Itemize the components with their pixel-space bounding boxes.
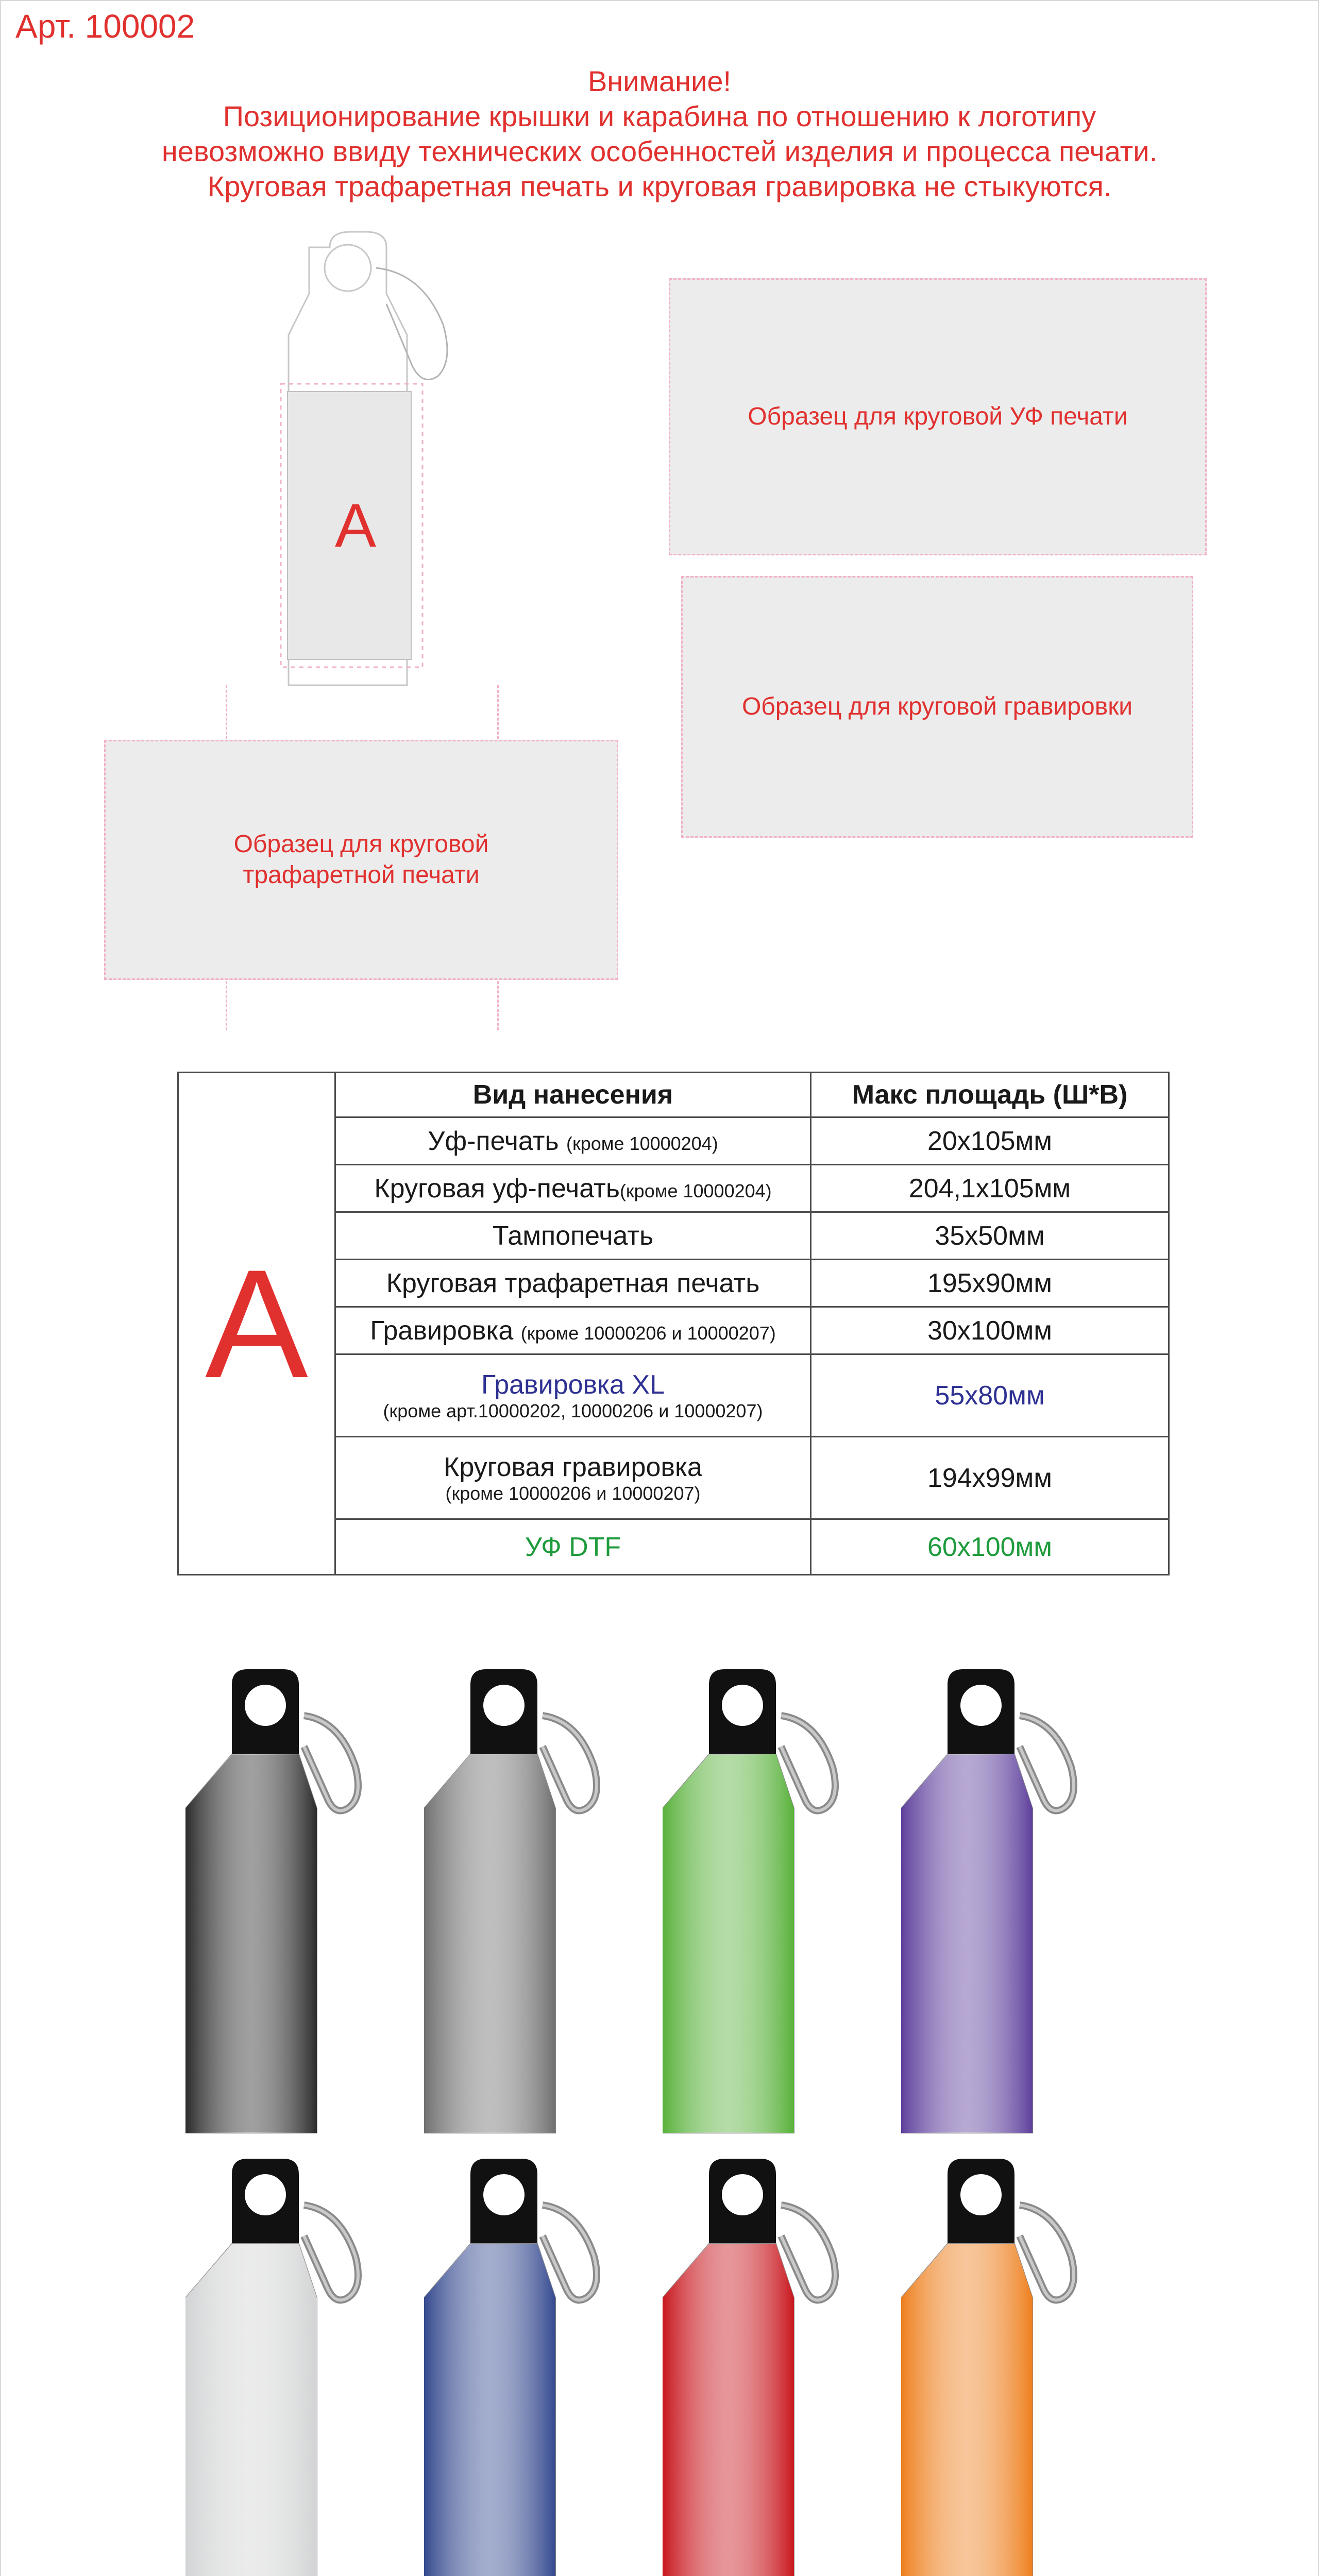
- method-cell: Гравировка (кроме 10000206 и 10000207): [335, 1307, 811, 1354]
- screen-print-sample: [104, 740, 618, 980]
- print-methods-table: [177, 1072, 1170, 1575]
- column-header-area: Макс площадь (Ш*В): [811, 1073, 1169, 1117]
- method-cell: Круговая трафаретная печать: [335, 1260, 811, 1307]
- area-cell: 195x90мм: [811, 1260, 1169, 1307]
- area-cell: 35x50мм: [811, 1212, 1169, 1260]
- sample-label: трафаретной печати: [243, 861, 480, 889]
- method-cell: Круговая уф-печать(кроме 10000204): [335, 1165, 811, 1212]
- warning-title: Внимание!: [587, 65, 732, 97]
- sample-label: Образец для круговой: [233, 831, 489, 858]
- warning-line: невозможно ввиду технических особенностей изделия и процесса печати.: [161, 135, 1158, 167]
- area-cell: 20x105мм: [811, 1117, 1169, 1165]
- bottle-swatch: [663, 1669, 843, 2138]
- method-cell: Уф-печать (кроме 10000204): [335, 1117, 811, 1165]
- bottle-swatch: [901, 1669, 1081, 2138]
- warning-line: Позиционирование крышки и карабина по отношению к логотипу: [223, 100, 1096, 132]
- zone-a-mark: A: [178, 1073, 335, 1575]
- bottle-swatch: [424, 2159, 604, 2576]
- area-cell: 30x100мм: [811, 1307, 1169, 1354]
- engraving-sample: Образец для круговой гравировки: [681, 576, 1193, 838]
- method-cell: Гравировка XL (кроме арт.10000202, 10000206 и 10000207): [335, 1354, 811, 1437]
- bottle-outline-diagram: [258, 227, 515, 690]
- article-number: Арт. 100002: [15, 8, 195, 45]
- warning-block: [0, 64, 1319, 204]
- zone-a-label: A: [335, 491, 377, 560]
- area-cell: 55x80мм: [811, 1354, 1169, 1437]
- bottle-swatch: [185, 1669, 366, 2138]
- warning-line: Круговая трафаретная печать и круговая гравировка не стыкуются.: [207, 170, 1112, 202]
- method-cell: Тампопечать: [335, 1212, 811, 1260]
- bottle-swatch: [901, 2159, 1081, 2576]
- column-header-method: Вид нанесения: [335, 1073, 811, 1117]
- bottle-swatch: [424, 1669, 604, 2138]
- area-cell: 194x99мм: [811, 1437, 1169, 1519]
- bottle-swatch: [185, 2159, 366, 2576]
- uv-print-sample: Образец для круговой УФ печати: [669, 278, 1207, 555]
- area-cell: 60x100мм: [811, 1519, 1169, 1575]
- bottle-swatch: [663, 2159, 843, 2576]
- method-cell: УФ DTF: [335, 1519, 811, 1575]
- method-cell: Круговая гравировка (кроме 10000206 и 10000207): [335, 1437, 811, 1519]
- area-cell: 204,1x105мм: [811, 1165, 1169, 1212]
